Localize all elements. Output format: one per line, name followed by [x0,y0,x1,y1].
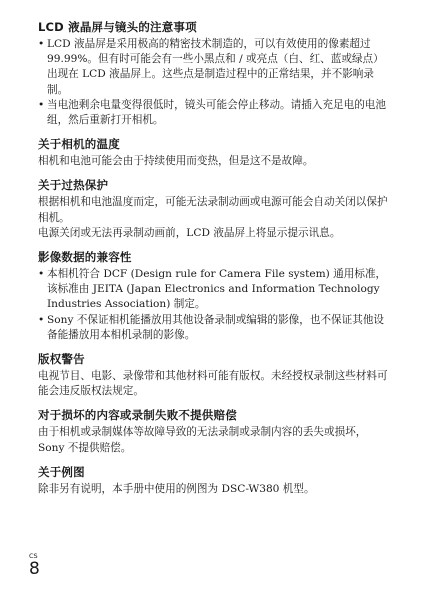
bullet-item [38,37,390,98]
page-number: 8 [29,559,40,579]
section-paragraph: 除非另有说明，本手册中使用的例图为 DSC-W380 机型。 [38,482,315,495]
section-heading: 关于过热保护 [38,178,109,193]
section-heading: 关于相机的温度 [38,137,120,152]
section-copyright-warning [38,352,390,399]
section-illustrations [38,465,390,497]
section-paragraph: 电源关闭或无法再录制动画前，LCD 液晶屏上将显示提示讯息。 [38,226,341,239]
bullet-dot: • [38,38,45,50]
manual-page-body [38,20,390,497]
page-footer [29,553,49,578]
language-code: CS [29,552,38,560]
section-overheat-protection [38,178,390,241]
section-image-data-compatibility [38,250,390,343]
section-heading: 对于损坏的内容或录制失败不提供赔偿 [38,408,237,423]
bullet-item [38,313,390,343]
section-paragraph: 由于相机或录制媒体等故障导致的无法录制或录制内容的丢失或损坏，Sony 不提供赔偿。 [38,426,367,454]
section-heading: LCD 液晶屏与镜头的注意事项 [38,20,197,34]
bullet-dot: • [38,268,45,281]
bullet-item [38,98,390,128]
section-heading: 关于例图 [38,464,85,479]
bullet-text: Sony 不保证相机能播放用其他设备录制或编辑的影像，也不保证其他设备能播放用本相机录制的影像。 [47,313,385,341]
section-lcd-lens-notes [38,20,390,128]
bullet-text: LCD 液晶屏是采用极高的精密技术制造的，可以有效使用的像素超过 99.99%。但有时可能会有一些小黑点和 / 或亮点（白、红、蓝或绿点）出现在 LCD 液晶屏上。这些点是制造过程中的正常结果，并不影响录制。 [47,38,384,96]
section-heading: 影像数据的兼容性 [38,250,132,265]
bullet-text: 当电池剩余电量变得很低时，镜头可能会停止移动。请插入充足电的电池组，然后重新打开相机。 [47,98,386,127]
bullet-list [38,37,390,128]
bullet-text: 本相机符合 DCF (Design rule for Camera File system) 通用标准，该标准由 JEITA (Japan Electronics and Information Technology Industries Association) 制定。 [47,268,387,311]
section-no-compensation [38,408,390,455]
section-camera-temperature [38,137,390,169]
section-paragraph: 相机和电池可能会由于持续使用而变热，但是这不是故障。 [38,155,314,168]
section-heading: 版权警告 [38,352,85,367]
bullet-dot: • [38,98,45,111]
bullet-list [38,267,390,343]
bullet-dot: • [38,313,45,326]
section-paragraph: 根据相机和电池温度而定，可能无法录制动画或电源可能会自动关闭以保护相机。 [38,196,388,224]
bullet-item [38,267,390,313]
section-paragraph: 电视节目、电影、录像带和其他材料可能有版权。未经授权录制这些材料可能会违反版权法规定。 [38,370,388,398]
